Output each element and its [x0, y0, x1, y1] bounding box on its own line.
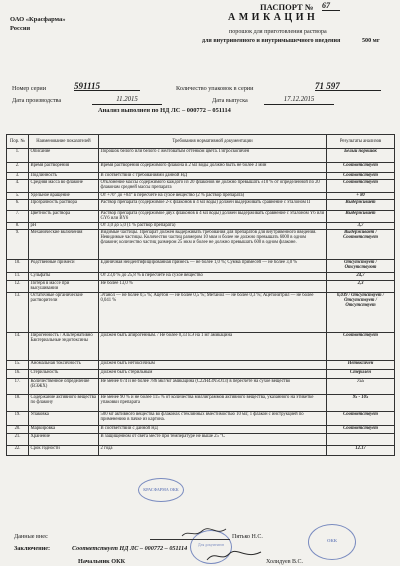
row-number: 3. — [7, 173, 29, 180]
row-requirement: 2 года — [99, 446, 327, 456]
header-name: Наименование показателей — [29, 135, 99, 149]
row-requirement: Должен быть нетоксичным — [99, 361, 327, 370]
table-row — [7, 200, 395, 211]
row-number: 11. — [7, 273, 29, 281]
row-parameter: Подлинность — [29, 173, 99, 180]
row-parameter: Аномальная токсичность — [29, 361, 99, 370]
series-label: Номер серии — [12, 85, 47, 92]
row-number: 5. — [7, 193, 29, 200]
row-result: 3,7 — [327, 223, 395, 230]
row-result: 95 - 105 — [327, 395, 395, 412]
prod-date-value: 11.2015 — [92, 97, 162, 105]
row-result — [327, 434, 395, 446]
table-row — [7, 230, 395, 260]
row-number: 1. — [7, 149, 29, 163]
row-parameter: Пирогенность / Альтернативно Бактериальные эндотоксины — [29, 333, 99, 361]
table-row — [7, 293, 395, 333]
chief-signature — [205, 548, 265, 564]
row-requirement: От 3,0 до 5,0 (1 % раствор препарата) — [99, 223, 327, 230]
stamp-3: Для документов — [190, 530, 232, 564]
row-result: Соответствует — [327, 163, 395, 173]
table-row — [7, 446, 395, 456]
quantity-label: Количество упаковок в серии — [176, 85, 254, 92]
table-row — [7, 173, 395, 180]
row-parameter: Описание — [29, 149, 99, 163]
header-results: Результаты анализов — [327, 135, 395, 149]
data-entered-person: Пятько Н.С. — [232, 534, 263, 540]
data-entered-label: Данные внес — [14, 533, 48, 540]
table-row — [7, 273, 395, 281]
table-row — [7, 434, 395, 446]
row-parameter: Сульфаты — [29, 273, 99, 281]
table-row — [7, 379, 395, 395]
row-parameter: Срок годности — [29, 446, 99, 456]
row-result: 755 — [327, 379, 395, 395]
release-date-value: 17.12.2015 — [264, 97, 334, 105]
row-number: 14. — [7, 333, 29, 361]
row-result: Соответствует — [327, 173, 395, 180]
release-date-label: Дата выпуска — [212, 97, 248, 104]
row-parameter: pH — [29, 223, 99, 230]
row-number: 15. — [7, 361, 29, 370]
row-number: 9. — [7, 230, 29, 260]
table-row — [7, 370, 395, 379]
row-number: 16. — [7, 370, 29, 379]
table-row — [7, 281, 395, 293]
row-result: Соответствует — [327, 333, 395, 361]
row-parameter: Количественное определение (ВЭЖХ) — [29, 379, 99, 395]
row-requirement: От 23,0 % до 25,8 % в пересчете на сухое вещество — [99, 273, 327, 281]
row-result: Отсутствует / Отсутствуют — [327, 260, 395, 273]
row-result: Соответствует — [327, 180, 395, 193]
row-number: 4. — [7, 180, 29, 193]
row-parameter: Средняя масса во флаконе — [29, 180, 99, 193]
row-requirement: Раствор препарата (содержимое 2-х флаконов в 4 мл воды) должен выдерживать сравнение с эталоном II — [99, 200, 327, 211]
table-row — [7, 412, 395, 426]
table-row — [7, 149, 395, 163]
row-requirement: В соответствии с требованиями данной НД — [99, 173, 327, 180]
conclusion-label: Заключение: — [14, 545, 51, 552]
passport-label: ПАСПОРТ № — [260, 2, 314, 12]
row-result: Нетоксичен — [327, 361, 395, 370]
prod-date-label: Дата производства — [12, 97, 62, 104]
row-requirement: В соответствии с данной НД — [99, 426, 327, 434]
row-number: 17. — [7, 379, 29, 395]
row-parameter: Цветность раствора — [29, 211, 99, 223]
table-row — [7, 361, 395, 370]
row-number: 13. — [7, 293, 29, 333]
product-dose: 500 мг — [362, 38, 380, 44]
row-requirement: Должен быть апирогенным. / Не более 0,33 ЕЭ на 1 мг амикацина — [99, 333, 327, 361]
row-result: 0,039 / Отсутствует / Отсутствует / Отсутствует — [327, 293, 395, 333]
row-requirement: Не более 13,0 % — [99, 281, 327, 293]
row-requirement: Единичная неидентифицированная примесь — не более 1,0 %; Сумма примесей — не более 3,0 % — [99, 260, 327, 273]
row-number: 19. — [7, 412, 29, 426]
row-result: 2,3 — [327, 281, 395, 293]
company-name: ОАО «Красфарма» — [10, 16, 66, 23]
series-value: 591115 — [74, 83, 140, 91]
row-parameter: Маркировка — [29, 426, 99, 434]
row-result: Выдерживает / Соответствует — [327, 230, 395, 260]
row-requirement: Порошок белого или белого с желтоватым оттенком цвета. Гигроскопичен — [99, 149, 327, 163]
row-requirement: Должен быть стерильным — [99, 370, 327, 379]
row-parameter: Родственные примеси — [29, 260, 99, 273]
row-parameter: Хранение — [29, 434, 99, 446]
analysis-note: Анализ выполнен по НД ЛС – 000772 – 051114 — [98, 107, 231, 114]
row-requirement: Этанол — не более 0,5 %; Ацетон — не более 0,5 %; Метанол — не более 0,3 %; Ацетонитрил — не более 0,041 % — [99, 293, 327, 333]
row-requirement: Раствор препарата (содержимое двух флаконов в 4 мл воды) должен выдерживать сравнение с эталоном Y6 или GY6 или BY6 — [99, 211, 327, 223]
table-row — [7, 211, 395, 223]
row-number: 8. — [7, 223, 29, 230]
table-row — [7, 260, 395, 273]
row-result: 12.17 — [327, 446, 395, 456]
row-result: Выдерживает — [327, 200, 395, 211]
table-row — [7, 193, 395, 200]
stamp-1: КРАСФАРМА ОКК — [138, 478, 184, 502]
row-requirement: В защищенном от света месте при температуре не выше 25 °С — [99, 434, 327, 446]
row-number: 10. — [7, 260, 29, 273]
chief-label: Начальник ОКК — [78, 558, 126, 565]
header-num: Пор. № — [7, 135, 29, 149]
table-row — [7, 180, 395, 193]
row-number: 20. — [7, 426, 29, 434]
row-parameter: Содержание активного вещества по флакону — [29, 395, 99, 412]
row-parameter: Механические включения — [29, 230, 99, 260]
analysis-table — [6, 134, 395, 456]
table-row — [7, 426, 395, 434]
product-desc-1: порошок для приготовления раствора — [229, 29, 327, 35]
row-parameter: Потеря в массе при высушивании — [29, 281, 99, 293]
table-header-row — [7, 135, 395, 149]
stamp-2: ОКК — [308, 524, 356, 560]
row-parameter: Время растворения — [29, 163, 99, 173]
row-parameter: Остаточные органические растворители — [29, 293, 99, 333]
country: Россия — [10, 25, 31, 32]
row-result: Выдерживает — [327, 211, 395, 223]
row-number: 7. — [7, 211, 29, 223]
table-row — [7, 223, 395, 230]
row-result: + 80 — [327, 193, 395, 200]
row-requirement: Время растворения содержимого флакона в 2 мл воды должно быть не более 3 мин — [99, 163, 327, 173]
row-number: 21. — [7, 434, 29, 446]
row-result: Белый порошок — [327, 149, 395, 163]
row-number: 6. — [7, 200, 29, 211]
conclusion-value: Соответствует НД ЛС – 000772 – 051114 — [72, 545, 188, 552]
row-number: 22. — [7, 446, 29, 456]
row-requirement: Видимые частицы. Препарат должен выдерживать требования для препаратов для внутривенного введения. Невидимые частицы. Количество частиц размером 10 мкм и более не должно превышать 6000 в одном флаконе; количество частиц размером 25 мкм и более не должно превышать 600 в одном флаконе. — [99, 230, 327, 260]
row-requirement: Не менее 674 и не более 786 мкг/мг амикацина (C22H43N5O13) в пересчете на сухое вещество — [99, 379, 327, 395]
row-result: Стерилен — [327, 370, 395, 379]
table-row — [7, 333, 395, 361]
row-parameter: Стерильность — [29, 370, 99, 379]
row-result: 24,7 — [327, 273, 395, 281]
quantity-value: 71 597 — [315, 83, 381, 91]
row-requirement: Отклонение массы содержимого каждого из 20 флаконов не должно превышать ±10 % от определенной по 20 флаконам средней массы препарата — [99, 180, 327, 193]
table-row — [7, 163, 395, 173]
header-requirements: Требования нормативной документации — [99, 135, 327, 149]
row-parameter: Прозрачность раствора — [29, 200, 99, 211]
chief-name: Холидуев В.С. — [266, 559, 304, 565]
product-title: А М И К А Ц И Н — [228, 12, 316, 23]
row-requirement: 500 мг активного вещества во флаконах стеклянных вместимостью 10 мл; 1 флакон с инструкцией по применению в пачке из картона. — [99, 412, 327, 426]
row-result: Соответствует — [327, 426, 395, 434]
row-result: Соответствует — [327, 412, 395, 426]
row-number: 18. — [7, 395, 29, 412]
row-parameter: Удельное вращение — [29, 193, 99, 200]
data-signature — [180, 526, 230, 540]
product-desc-2: для внутривенного и внутримышечного введения — [202, 38, 341, 44]
row-requirement: От +76° до +84° в пересчете на сухое вещество (2 % раствор препарата) — [99, 193, 327, 200]
row-number: 2. — [7, 163, 29, 173]
row-parameter: Упаковка — [29, 412, 99, 426]
table-row — [7, 395, 395, 412]
row-number: 12. — [7, 281, 29, 293]
passport-number: 67 — [322, 3, 340, 11]
row-requirement: Не менее 90 % и не более 115 % от количества миллиграммов активного вещества, указанного на этикетке упаковки препарата — [99, 395, 327, 412]
